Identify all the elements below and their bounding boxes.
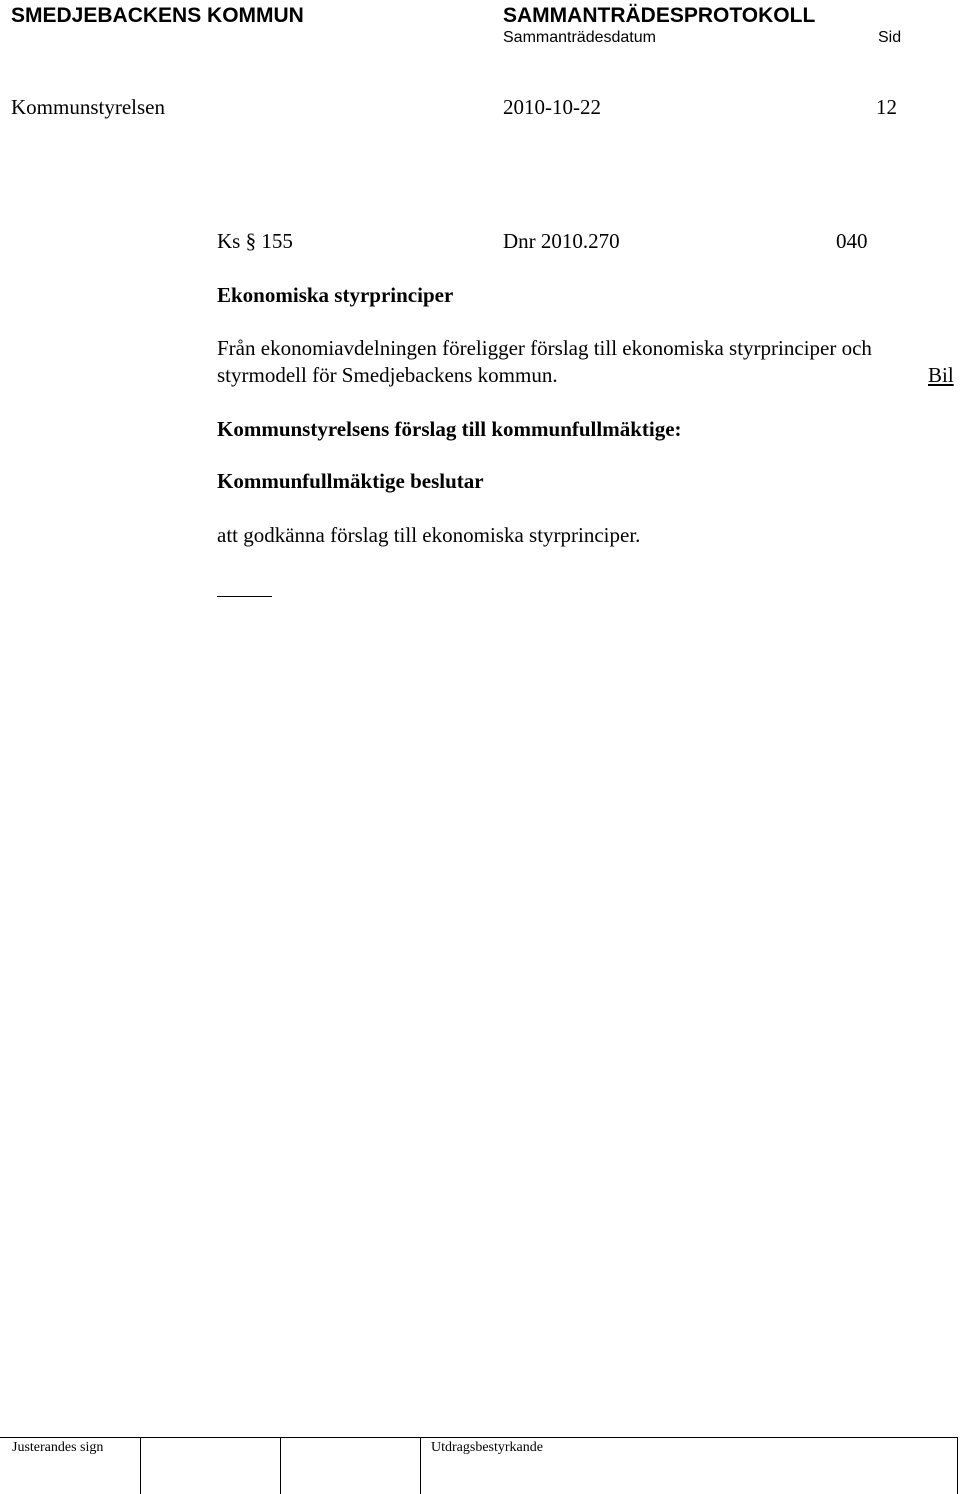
proposal-heading: Kommunstyrelsens förslag till kommunfullmäktige: [217,417,682,441]
footer-cell-divider [957,1438,958,1494]
archive-code: 040 [836,229,868,253]
page-label: Sid [878,29,902,46]
page-number: 12 [876,95,897,119]
section-end-rule [217,596,272,597]
footer-cell-divider [420,1438,421,1494]
decision-text: att godkänna förslag till ekonomiska styrprinciper. [217,523,641,547]
decision-heading: Kommunfullmäktige beslutar [217,469,484,493]
item-paragraph-line-2: styrmodell för Smedjebackens kommun. [217,363,558,387]
organization-name: SMEDJEBACKENS KOMMUN [11,4,304,27]
footer-cell-divider [280,1438,281,1494]
committee-name: Kommunstyrelsen [11,95,165,119]
meeting-date: 2010-10-22 [503,95,601,119]
attachment-link[interactable]: Bil [928,363,954,387]
footer-divider [0,1437,958,1438]
footer-cell-divider [140,1438,141,1494]
registration-number: Dnr 2010.270 [503,229,620,253]
signature-label: Justerandes sign [12,1440,104,1455]
document-type: SAMMANTRÄDESPROTOKOLL [503,4,816,27]
meeting-date-label: Sammanträdesdatum [503,29,656,46]
item-paragraph-line-1: Från ekonomiavdelningen föreligger förslag till ekonomiska styrprinciper och [217,336,872,360]
certification-label: Utdragsbestyrkande [431,1440,543,1455]
item-title: Ekonomiska styrprinciper [217,283,454,307]
case-paragraph-number: Ks § 155 [217,229,293,253]
